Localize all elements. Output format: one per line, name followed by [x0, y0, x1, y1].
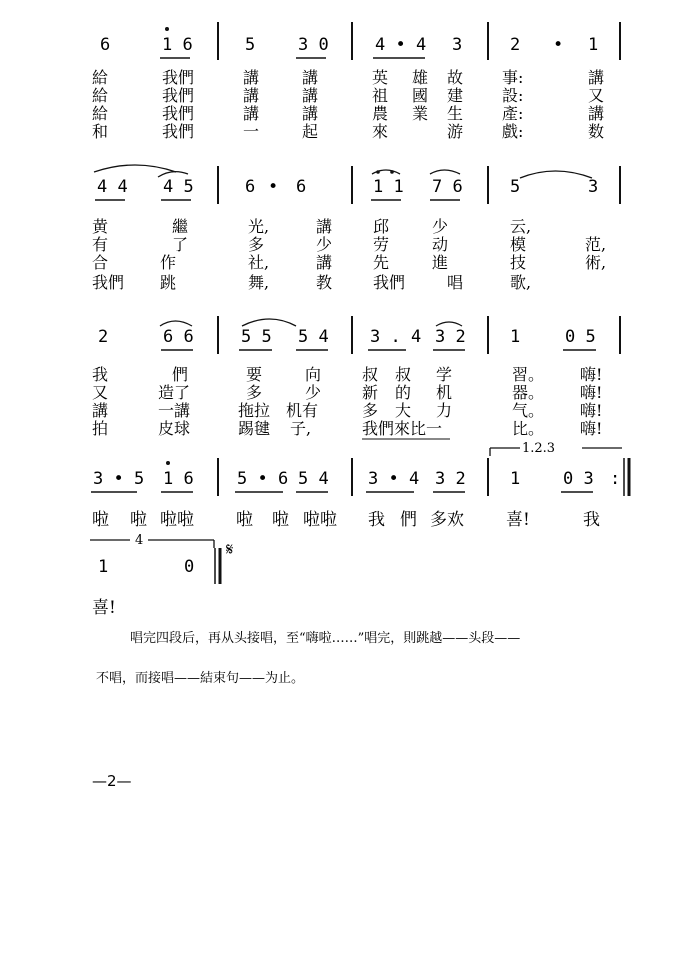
- slur: [160, 321, 192, 326]
- lyric: 講: [302, 68, 319, 87]
- lyric: 啦啦: [303, 510, 337, 530]
- lyric: 多: [246, 383, 263, 402]
- lyric: 嗨!: [580, 419, 603, 438]
- note: 4 5: [163, 177, 194, 197]
- note: 0 3: [563, 469, 594, 489]
- lyric: 和: [92, 122, 109, 141]
- lyric: 嗨!: [580, 365, 603, 384]
- lyric: 教: [316, 273, 333, 292]
- lyric: 学: [436, 365, 453, 384]
- volta-label: 1.2.3: [522, 441, 556, 456]
- note: 7 6: [432, 177, 463, 197]
- lyric: 少: [432, 217, 449, 236]
- note: 2: [510, 35, 521, 55]
- note: 6: [296, 177, 307, 197]
- lyric: 給: [92, 86, 109, 105]
- lyric: 來: [372, 122, 389, 141]
- verse-3: [92, 104, 604, 123]
- verse-4: [92, 122, 604, 141]
- lyric: 我們: [162, 86, 195, 105]
- octave-dot: [390, 170, 394, 174]
- lyric: 我們: [162, 122, 195, 141]
- lyric: 劳: [373, 235, 390, 254]
- lyric: 舞,: [248, 273, 270, 292]
- lyric: 比。: [512, 419, 545, 438]
- lyric: 講: [302, 104, 319, 123]
- note: 1 6: [163, 469, 194, 489]
- lyric: 作: [160, 253, 177, 272]
- lyric: 術,: [585, 253, 607, 272]
- instruction-line: 不唱，而接唱——結束句——为止。: [96, 671, 305, 686]
- octave-dot: [165, 27, 169, 31]
- lyric: 建: [447, 86, 464, 105]
- note: 1: [510, 327, 521, 347]
- note: 3 2: [435, 469, 466, 489]
- lyric: 講: [588, 104, 605, 123]
- lyric: 合: [92, 253, 109, 272]
- staff-row-3: [92, 316, 620, 439]
- lyric: 少: [305, 383, 322, 402]
- lyric: 起: [302, 122, 319, 141]
- note: 3 2: [435, 327, 466, 347]
- lyric: 雄: [412, 68, 429, 87]
- slur: [520, 171, 592, 178]
- lyric: 啦啦: [160, 510, 194, 530]
- lyric: 力: [436, 401, 453, 420]
- lyric: 業: [412, 104, 429, 123]
- note: 5 5: [241, 327, 272, 347]
- note: 3 • 5: [93, 469, 145, 489]
- lyric: 踢毽: [238, 419, 271, 438]
- lyric: 一講: [158, 401, 191, 420]
- lyric: 我們: [373, 273, 406, 292]
- note: •: [268, 177, 279, 197]
- staff-row-4: [91, 441, 629, 530]
- lyric: 設:: [502, 86, 524, 105]
- lyric: 講: [243, 86, 260, 105]
- note: 6: [245, 177, 256, 197]
- lyric: 光,: [248, 217, 270, 236]
- lyric: 喜!: [506, 510, 530, 530]
- verse-3: [92, 253, 606, 272]
- verse-1: [92, 68, 604, 87]
- lyric: 叔: [395, 365, 412, 384]
- lyric: 社,: [248, 253, 270, 272]
- note: 1: [98, 557, 109, 577]
- repeat-sign: :: [610, 469, 621, 489]
- note: 1 1: [373, 177, 404, 197]
- lyric: 少: [316, 235, 333, 254]
- page-number: —2—: [92, 772, 132, 790]
- instruction-line: 唱完四段后，再从头接唱，至“嗨啦……”唱完，則跳越——头段——: [130, 631, 521, 646]
- lyric: 繼: [172, 217, 189, 236]
- lyric: 我: [583, 510, 600, 530]
- lyric: 講: [588, 68, 605, 87]
- lyric: 產:: [502, 104, 524, 123]
- lyric: 啦: [92, 510, 109, 530]
- note: 6 6: [163, 327, 194, 347]
- note: 1 6: [162, 35, 193, 55]
- lyric: 又: [588, 86, 605, 105]
- slur: [242, 319, 296, 326]
- lyric: 气。: [512, 401, 545, 420]
- lyric: 多: [248, 235, 265, 254]
- lyric: 多: [362, 401, 379, 420]
- lyric: 邱: [373, 217, 390, 236]
- note: 3 0: [298, 35, 329, 55]
- lyric: 大: [395, 401, 412, 420]
- note: 0 5: [565, 327, 596, 347]
- lyric: 数: [588, 122, 605, 141]
- lyric: 我們來比一: [362, 419, 443, 438]
- segno-icon: 𝄋: [226, 540, 234, 560]
- lyric: 們: [172, 365, 189, 384]
- note: 2: [98, 327, 109, 347]
- note: 1: [510, 469, 521, 489]
- lyric: 拖拉: [238, 401, 271, 420]
- lyric: 新: [362, 383, 379, 402]
- lyric: 游: [447, 122, 464, 141]
- lyric-line: [92, 510, 600, 530]
- lyric: 講: [243, 104, 260, 123]
- slur: [94, 165, 176, 172]
- lyric: 我們: [92, 273, 125, 292]
- lyric: 祖: [372, 86, 389, 105]
- lyric: 皮球: [158, 419, 191, 438]
- staff-row-2: [92, 165, 620, 292]
- octave-dot: [376, 170, 380, 174]
- verse-3: [92, 401, 602, 420]
- verse-1: [92, 217, 531, 236]
- verse-2: [92, 86, 604, 105]
- lyric: 器。: [512, 383, 545, 402]
- verse-1: [92, 365, 602, 384]
- lyric: 先: [373, 253, 390, 272]
- lyric: 机有: [286, 401, 319, 420]
- lyric: 講: [302, 86, 319, 105]
- lyric: 动: [432, 235, 449, 254]
- lyric: 英: [372, 68, 389, 87]
- note: 5 4: [298, 469, 329, 489]
- lyric: 戲:: [502, 122, 524, 141]
- note: 5 4: [298, 327, 329, 347]
- lyric: 習。: [512, 365, 545, 384]
- lyric: 又: [92, 383, 109, 402]
- lyric: 們: [400, 510, 417, 530]
- note: 4 • 4: [375, 35, 427, 55]
- lyric: 講: [316, 253, 333, 272]
- lyric: 給: [92, 68, 109, 87]
- lyric: 唱: [447, 273, 464, 292]
- lyric: 國: [412, 86, 429, 105]
- lyric: 啦: [272, 510, 289, 530]
- note: 4 4: [97, 177, 128, 197]
- lyric: 歌,: [510, 273, 532, 292]
- note: 5 • 6: [237, 469, 289, 489]
- lyric: 模: [510, 235, 527, 254]
- lyric: 一: [243, 122, 260, 141]
- verse-2: [92, 383, 602, 402]
- lyric: 技: [510, 253, 527, 272]
- lyric: 故: [447, 68, 464, 87]
- lyric: 子,: [290, 419, 312, 438]
- note: 5: [245, 35, 256, 55]
- lyric: 向: [305, 365, 322, 384]
- lyric: 啦: [236, 510, 253, 530]
- lyric: 了: [172, 235, 189, 254]
- lyric: 事:: [502, 68, 524, 87]
- lyric: 講: [92, 401, 109, 420]
- note: 3 • 4: [368, 469, 420, 489]
- lyric: 云,: [510, 217, 532, 236]
- lyric: 跳: [160, 273, 177, 292]
- slur: [436, 322, 462, 326]
- note: 5: [510, 177, 521, 197]
- octave-dot: [166, 461, 170, 465]
- lyric: 的: [395, 383, 412, 402]
- lyric: 農: [372, 104, 389, 123]
- staff-row-5: [90, 533, 233, 618]
- staff-row-1: [92, 22, 620, 141]
- lyric: 給: [92, 104, 109, 123]
- lyric: 我: [92, 365, 109, 384]
- lyric: 嗨!: [580, 401, 603, 420]
- lyric: 有: [92, 235, 109, 254]
- note: 3 . 4: [370, 327, 422, 347]
- slur: [430, 170, 460, 174]
- note: 1: [588, 35, 599, 55]
- verse-4: [92, 273, 531, 292]
- lyric: 拍: [92, 419, 109, 438]
- verse-2: [92, 235, 606, 254]
- lyric: 我們: [162, 104, 195, 123]
- lyric: 進: [432, 253, 449, 272]
- lyric: 多欢: [430, 510, 464, 530]
- lyric: 我們: [162, 68, 195, 87]
- lyric: 嗨!: [580, 383, 603, 402]
- note: 6: [100, 35, 111, 55]
- lyric: 生: [447, 104, 464, 123]
- lyric: 范,: [585, 235, 607, 254]
- note: 0: [184, 557, 195, 577]
- lyric: 我: [368, 510, 385, 530]
- lyric: 要: [246, 365, 263, 384]
- lyric: 机: [436, 383, 453, 402]
- lyric: 喜!: [92, 598, 116, 618]
- note: 3: [588, 177, 599, 197]
- lyric: 啦: [130, 510, 147, 530]
- lyric: 黄: [92, 217, 109, 236]
- lyric: 造了: [158, 383, 191, 402]
- verse-4: [92, 419, 602, 439]
- note: •: [553, 35, 564, 55]
- lyric: 叔: [362, 365, 379, 384]
- performance-instruction: [96, 630, 520, 686]
- lyric: 講: [316, 217, 333, 236]
- note: 3: [452, 35, 463, 55]
- lyric: 講: [243, 68, 260, 87]
- volta-label: 4: [135, 533, 144, 548]
